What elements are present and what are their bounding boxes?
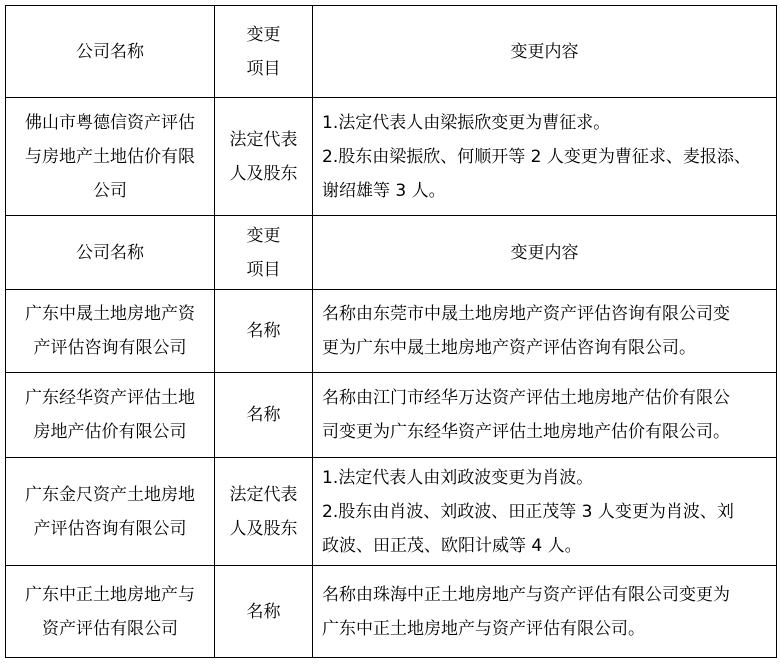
table-row [6, 290, 777, 373]
header-change-content: 变更内容 [313, 216, 777, 290]
header-change-item: 变更 项目 [215, 216, 313, 290]
company-name: 广东中正土地房地产与 资产评估有限公司 [6, 566, 215, 658]
company-name: 佛山市粤德信资产评估 与房地产土地估价有限 公司 [6, 98, 215, 216]
company-name: 广东经华资产评估土地 房地产估价有限公司 [6, 373, 215, 458]
table-row [6, 458, 777, 566]
change-content: 名称由珠海中正土地房地产与资产评估有限公司变更为 广东中正土地房地产与资产评估有限公司。 [313, 566, 777, 658]
header-change-item: 变更 项目 [215, 6, 313, 98]
change-item: 法定代表 人及股东 [215, 98, 313, 216]
change-item: 名称 [215, 290, 313, 373]
header-company: 公司名称 [6, 6, 215, 98]
company-name: 广东金尺资产土地房地 产评估咨询有限公司 [6, 458, 215, 566]
header-row [6, 6, 777, 98]
header-row-repeat [6, 216, 777, 290]
table-row [6, 98, 777, 216]
change-table [5, 5, 777, 658]
change-item: 名称 [215, 373, 313, 458]
change-content: 名称由东莞市中晟土地房地产资产评估咨询有限公司变 更为广东中晟土地房地产资产评估咨询有限公司。 [313, 290, 777, 373]
change-content: 名称由江门市经华万达资产评估土地房地产估价有限公 司变更为广东经华资产评估土地房地产估价有限公司。 [313, 373, 777, 458]
change-item: 法定代表 人及股东 [215, 458, 313, 566]
change-content: 1.法定代表人由刘政波变更为肖波。 2.股东由肖波、刘政波、田正茂等 3 人变更为肖波、刘 政波、田正茂、欧阳计威等 4 人。 [313, 458, 777, 566]
table-row [6, 373, 777, 458]
header-change-content: 变更内容 [313, 6, 777, 98]
change-content: 1.法定代表人由梁振欣变更为曹征求。 2.股东由梁振欣、何顺开等 2 人变更为曹征求、麦报添、 谢绍雄等 3 人。 [313, 98, 777, 216]
company-name: 广东中晟土地房地产资 产评估咨询有限公司 [6, 290, 215, 373]
header-company: 公司名称 [6, 216, 215, 290]
table-row [6, 566, 777, 658]
change-item: 名称 [215, 566, 313, 658]
